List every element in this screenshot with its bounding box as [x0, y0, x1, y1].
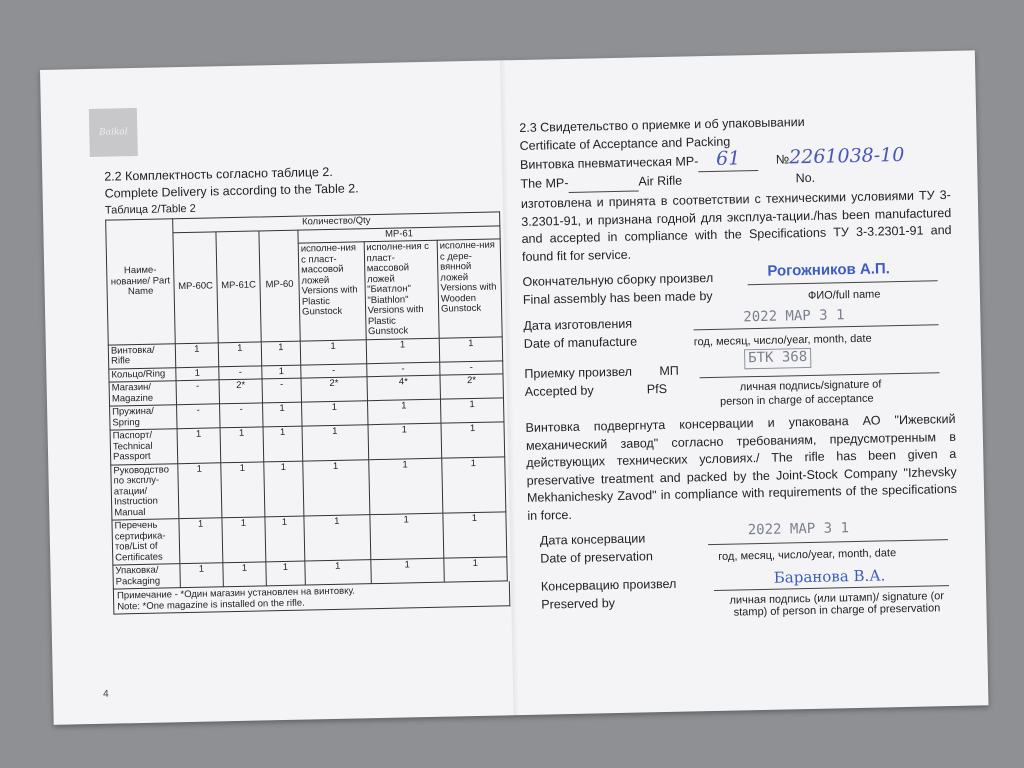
- section-2-2-en: Complete Delivery is according to the Table 2.: [104, 181, 359, 201]
- row-qty-cell: 1: [221, 461, 265, 517]
- row-qty-cell: -: [176, 380, 219, 405]
- note-ru: Примечание - *Один магазин установлен на винтовку.: [116, 585, 355, 602]
- header-mp61: MP-61: [298, 225, 500, 243]
- row-part-name: Паспорт/ Technical Passport: [110, 429, 178, 465]
- row-qty-cell: 1: [220, 427, 264, 462]
- header-mp60: MP-60: [259, 230, 300, 342]
- row-qty-cell: -: [177, 404, 220, 429]
- row-qty-cell: 1: [305, 560, 371, 585]
- row-qty-cell: 1: [223, 562, 266, 587]
- manufacture-date-stamp: 2022 МАР 3 1: [743, 307, 845, 326]
- row-qty-cell: 1: [300, 339, 366, 364]
- row-qty-cell: 1: [367, 399, 441, 425]
- row-qty-cell: 1: [368, 458, 443, 515]
- row-qty-cell: 1: [444, 557, 508, 582]
- page-number: 4: [102, 688, 109, 700]
- row-qty-cell: 1: [440, 398, 504, 423]
- row-part-name: Кольцо/Ring: [109, 367, 176, 382]
- row-qty-cell: 1: [304, 515, 370, 561]
- delivery-table: [105, 211, 508, 589]
- row-qty-cell: 2*: [301, 377, 367, 402]
- section-2-2-ru: 2.2 Комплектность согласно таблице 2.: [104, 164, 333, 184]
- row-qty-cell: 1: [366, 338, 440, 364]
- row-qty-cell: 1: [177, 428, 221, 463]
- table-title: Таблица 2/Table 2: [104, 202, 196, 217]
- row-qty-cell: 1: [179, 518, 223, 564]
- left-page: [104, 160, 508, 614]
- row-qty-cell: 1: [176, 366, 219, 380]
- row-qty-cell: 1: [441, 422, 505, 458]
- preservation-date-caption: год, месяц, число/year, month, date: [718, 547, 897, 563]
- note-en: Note: *One magazine is installed on the rifle.: [117, 597, 305, 613]
- section-2-3-en: Certificate of Acceptance and Packing: [519, 134, 731, 153]
- row-qty-cell: 1: [175, 342, 218, 367]
- row-qty-cell: 1: [263, 426, 303, 461]
- row-qty-cell: 1: [261, 341, 300, 366]
- preservation-caption: личная подпись (или штамп)/ signature (or stamp) of person in charge of preservation: [729, 590, 945, 619]
- model-handwritten: 61: [715, 147, 741, 170]
- booklet-page: [40, 50, 989, 724]
- rifle-model-line: Винтовка пневматическая MP- 61 №2261038-10: [519, 143, 905, 172]
- serial-handwritten: 2261038-10: [788, 143, 905, 169]
- assembler-stamp: Рогожников А.П.: [767, 260, 891, 280]
- header-version-wooden: исполне-ния с дере-вянной ложей Versions with Wooden Gunstock: [437, 239, 502, 338]
- manufacture-date-field: Дата изготовления Date of manufacture 2022 МАР 3 1 год, месяц, число/year, month, date: [523, 309, 954, 358]
- right-page: [519, 111, 960, 635]
- row-qty-cell: 4*: [367, 375, 441, 401]
- row-qty-cell: 1: [368, 423, 442, 459]
- row-part-name: Руководство по эксплу-атации/ Instruction Manual: [111, 463, 179, 520]
- preserver-stamp: Баранова В.А.: [773, 566, 886, 587]
- header-version-biathlon: исполне-ния с пласт-массовой ложей "Биатлон" "Biathlon" Versions with Plastic Gunstock: [364, 240, 439, 339]
- assembly-field: Окончательную сборку произвел Final assembly has been made by Рогожников А.П. ФИО/full name: [522, 265, 953, 312]
- row-qty-cell: -: [440, 360, 503, 375]
- row-qty-cell: -: [301, 363, 367, 378]
- fio-caption: ФИО/full name: [807, 288, 881, 302]
- row-part-name: Упаковка/ Packaging: [113, 564, 180, 589]
- accepted-by-field: Приемку произвел Accepted by МП PfS БТК 368 личная подпись/signature of person in charge of acceptance: [524, 357, 955, 412]
- acceptance-paragraph: изготовлена и принята в соответствии с техническими условиями ТУ 3-3.2301-91, и признана годной для эксплуа-тации./has been manufactured and accepted in compliance with the Specifications ТУ 3-3.2301-91 and found fit for service.: [520, 187, 952, 264]
- manufacture-date-caption: год, месяц, число/year, month, date: [693, 332, 872, 349]
- row-qty-cell: 1: [178, 462, 222, 518]
- row-qty-cell: 2*: [219, 379, 262, 404]
- row-qty-cell: -: [220, 403, 263, 428]
- row-qty-cell: 1: [370, 558, 444, 584]
- row-qty-cell: 1: [369, 513, 443, 560]
- row-qty-cell: -: [262, 378, 301, 403]
- header-qty: Количество/Qty: [173, 212, 500, 232]
- table-row: [111, 456, 506, 520]
- row-part-name: Перечень сертифика-тов/List of Certificates: [112, 519, 180, 565]
- row-qty-cell: 1: [218, 341, 261, 366]
- header-mp60c: MP-60C: [173, 231, 218, 343]
- preserved-by-field: Консервацию произвел Preserved by Баранова В.А. личная подпись (или штамп)/ signature (or stamp) of person in charge of preservation: [529, 570, 960, 635]
- row-qty-cell: 1: [302, 401, 368, 426]
- section-2-3-ru: 2.3 Свидетельство о приемке и об упаковывании: [519, 114, 805, 135]
- row-qty-cell: 2*: [440, 374, 504, 399]
- row-qty-cell: -: [219, 365, 262, 379]
- preservation-paragraph: Винтовка подвергнута консервации и упакована АО "Ижевский механический завод" согласно требованиям, предусмотренным в действующих технических условиях./ The rifle has been given a preservative treatment and packed by the Joint-Stock Company "Izhevsky Mekhanichesky Zavod" in compliance with requirements of the specifications in force.: [525, 411, 958, 523]
- row-qty-cell: -: [366, 362, 440, 377]
- brand-logo: Baikal: [89, 108, 138, 157]
- header-version-plastic: исполне-ния с пласт-массовой ложей Versions with Plastic Gunstock: [298, 242, 366, 341]
- row-part-name: Пружина/ Spring: [110, 405, 177, 430]
- row-qty-cell: 1: [443, 512, 507, 558]
- row-qty-cell: 1: [442, 456, 506, 513]
- row-qty-cell: 1: [262, 365, 301, 379]
- preservation-date-stamp: 2022 МАР 3 1: [747, 520, 850, 539]
- table-body: [108, 336, 507, 589]
- preservation-date-field: Дата консервации Date of preservation 2022 МАР 3 1 год, месяц, число/year, month, date: [528, 524, 959, 573]
- header-part-name: Наиме-нование/ Part Name: [106, 219, 176, 345]
- row-part-name: Магазин/ Magazine: [109, 381, 176, 406]
- row-qty-cell: 1: [266, 561, 305, 586]
- row-qty-cell: 1: [180, 563, 223, 588]
- acceptance-stamp: БТК 368: [744, 348, 811, 369]
- row-qty-cell: 1: [263, 402, 302, 427]
- row-part-name: Винтовка/ Rifle: [108, 343, 175, 368]
- row-qty-cell: 1: [222, 517, 266, 563]
- row-qty-cell: 1: [265, 516, 305, 562]
- rifle-model-line-en: The MP- Air Rifle No.: [520, 166, 950, 194]
- row-qty-cell: 1: [439, 336, 503, 361]
- header-mp61c: MP-61C: [216, 230, 261, 342]
- row-qty-cell: 1: [264, 461, 304, 517]
- row-qty-cell: 1: [303, 459, 370, 516]
- row-qty-cell: 1: [302, 425, 368, 461]
